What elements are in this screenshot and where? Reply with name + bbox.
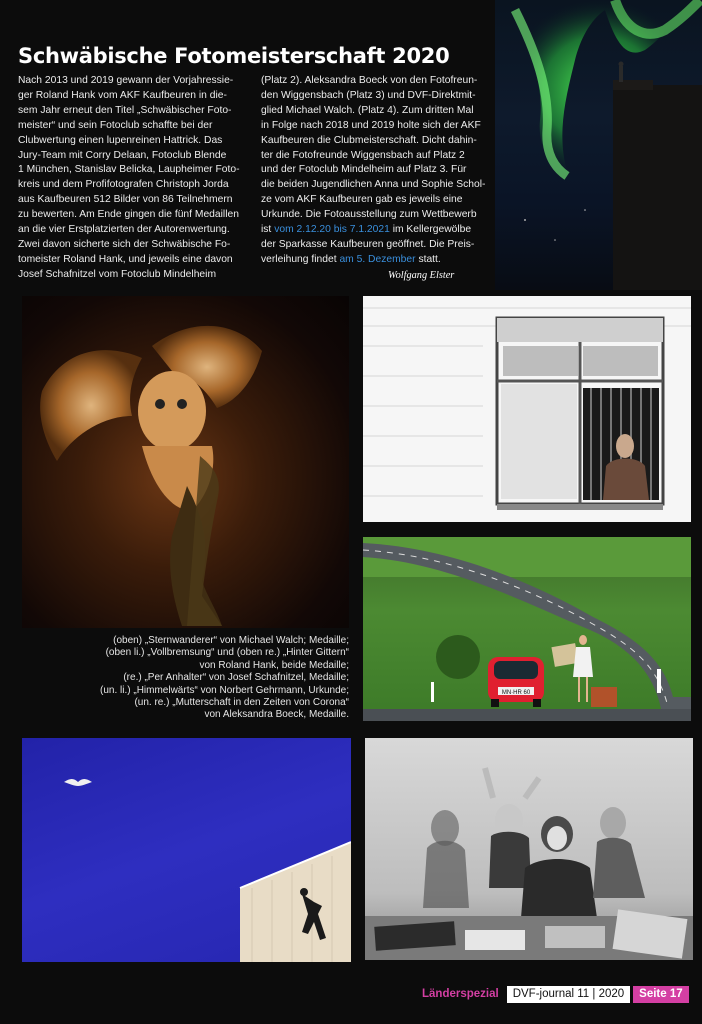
aurora-image [495,0,702,290]
sky-image [22,738,351,962]
text-line: Urkunde. Die Fotoausstellung zum Wettbewerb [261,209,477,221]
text-line: aus Kaufbeuren 512 Bilder von 86 Teilnehmern [18,194,233,206]
road-image [363,537,691,721]
footer-page-number: Seite 17 [633,986,688,1003]
photo-sternwanderer [495,0,702,290]
article-column-1 [18,74,243,283]
text-line: Josef Schafnitzel vom Fotoclub Mindelheim [18,268,217,280]
caption-line: (un. re.) „Mutterschaft in den Zeiten von Corona“ [134,697,349,709]
text-line [261,253,489,268]
photo-vollbremsung [22,296,349,628]
text-line: tomeister Roland Hank, und jeweils eine davon [18,253,233,265]
photo-caption [22,635,349,722]
ceremony-date: am 5. Dezember [339,253,416,265]
car-plate: MN·HR 60 [501,690,531,696]
text-fragment: statt. [418,253,441,265]
text-line: (Platz 2). Aleksandra Boeck von den Fotofreun- [261,75,478,86]
caption-line: (oben) „Sternwanderer“ von Michael Walch; Medaille; [113,635,349,646]
page-footer [422,986,689,1002]
photo-mutterschaft [365,738,693,960]
text-line: an die vier Erstplatzierten der Autorenwertung. [18,224,230,236]
caption-line: (re.) „Per Anhalter“ von Josef Schafnitzel, Medaille; [123,672,349,684]
text-line: kreis und dem Profifotografen Christoph Jorda [18,179,229,191]
footer-journal: DVF-journal 11 | 2020 [507,986,630,1003]
text-line: 1 München, Stanislav Belicka, Laupheimer Foto- [18,164,240,176]
kids-image [365,738,693,960]
text-line: die beiden Jugendlichen Anna und Sophie Schol- [261,179,486,191]
article-author: Wolfgang Elster [388,270,455,281]
footer-section: Länderspezial [422,988,499,1000]
text-line: Clubwertung einen lupenreinen Hattrick. Das [18,134,223,146]
text-line: glied Michael Walch. (Platz 4). Zum dritten Mal [261,104,474,116]
text-line: Kaufbeuren die Clubmeisterschaft. Dicht dahin- [261,134,477,146]
text-line: Zwei davon sicherte sich der Schwäbische Fo- [18,238,231,250]
text-line: der Sparkasse Kaufbeuren geöffnet. Die Preis- [261,238,475,250]
exhibition-dates: vom 2.12.20 bis 7.1.2021 [274,224,390,236]
text-line: und der Fotoclub Mindelheim auf Platz 3. Für [261,164,467,176]
caption-line: (oben li.) „Vollbremsung“ und (oben re.) „Hinter Gittern“ [105,647,349,659]
photo-per-anhalter [363,537,691,721]
window-image [363,296,691,522]
text-line: den Wiggensbach (Platz 3) und DVF-Direktmit- [261,89,476,101]
owl-image [22,296,349,628]
text-line: Jury-Team mit Corry Delaan, Fotoclub Blende [18,149,227,161]
caption-line: (un. li.) „Himmelwärts“ von Norbert Gehrmann, Urkunde; [100,684,349,696]
photo-himmelwaerts [22,738,351,962]
article-column-2 [261,74,489,268]
text-fragment: verleihung findet [261,253,337,265]
text-fragment: im Kellergewölbe [392,224,472,236]
text-line: in Folge nach 2018 und 2019 holte sich der AKF [261,119,481,131]
photo-hinter-gittern [363,296,691,522]
text-line: sem Jahr erneut den Titel „Schwäbischer Foto- [18,104,232,116]
article-title: Schwäbische Fotomeisterschaft 2020 [18,44,450,68]
text-line [261,223,489,238]
text-line: meister“ und sein Fotoclub schaffte bei der [18,119,213,131]
text-line: Nach 2013 und 2019 gewann der Vorjahressie- [18,75,234,86]
caption-line: von Roland Hank, beide Medaille; [199,659,349,671]
text-line: ter die Fotofreunde Wiggensbach auf Platz 2 [261,149,465,161]
text-line: zu bewerten. Am Ende gingen die fünf Medaillen [18,209,239,221]
caption-line: von Aleksandra Boeck, Medaille. [204,709,349,721]
text-fragment: ist [261,224,272,236]
text-line: ger Roland Hank vom AKF Kaufbeuren in die- [18,89,227,101]
text-line: ze vom AKF Kaufbeuren gab es jeweils eine [261,194,463,206]
